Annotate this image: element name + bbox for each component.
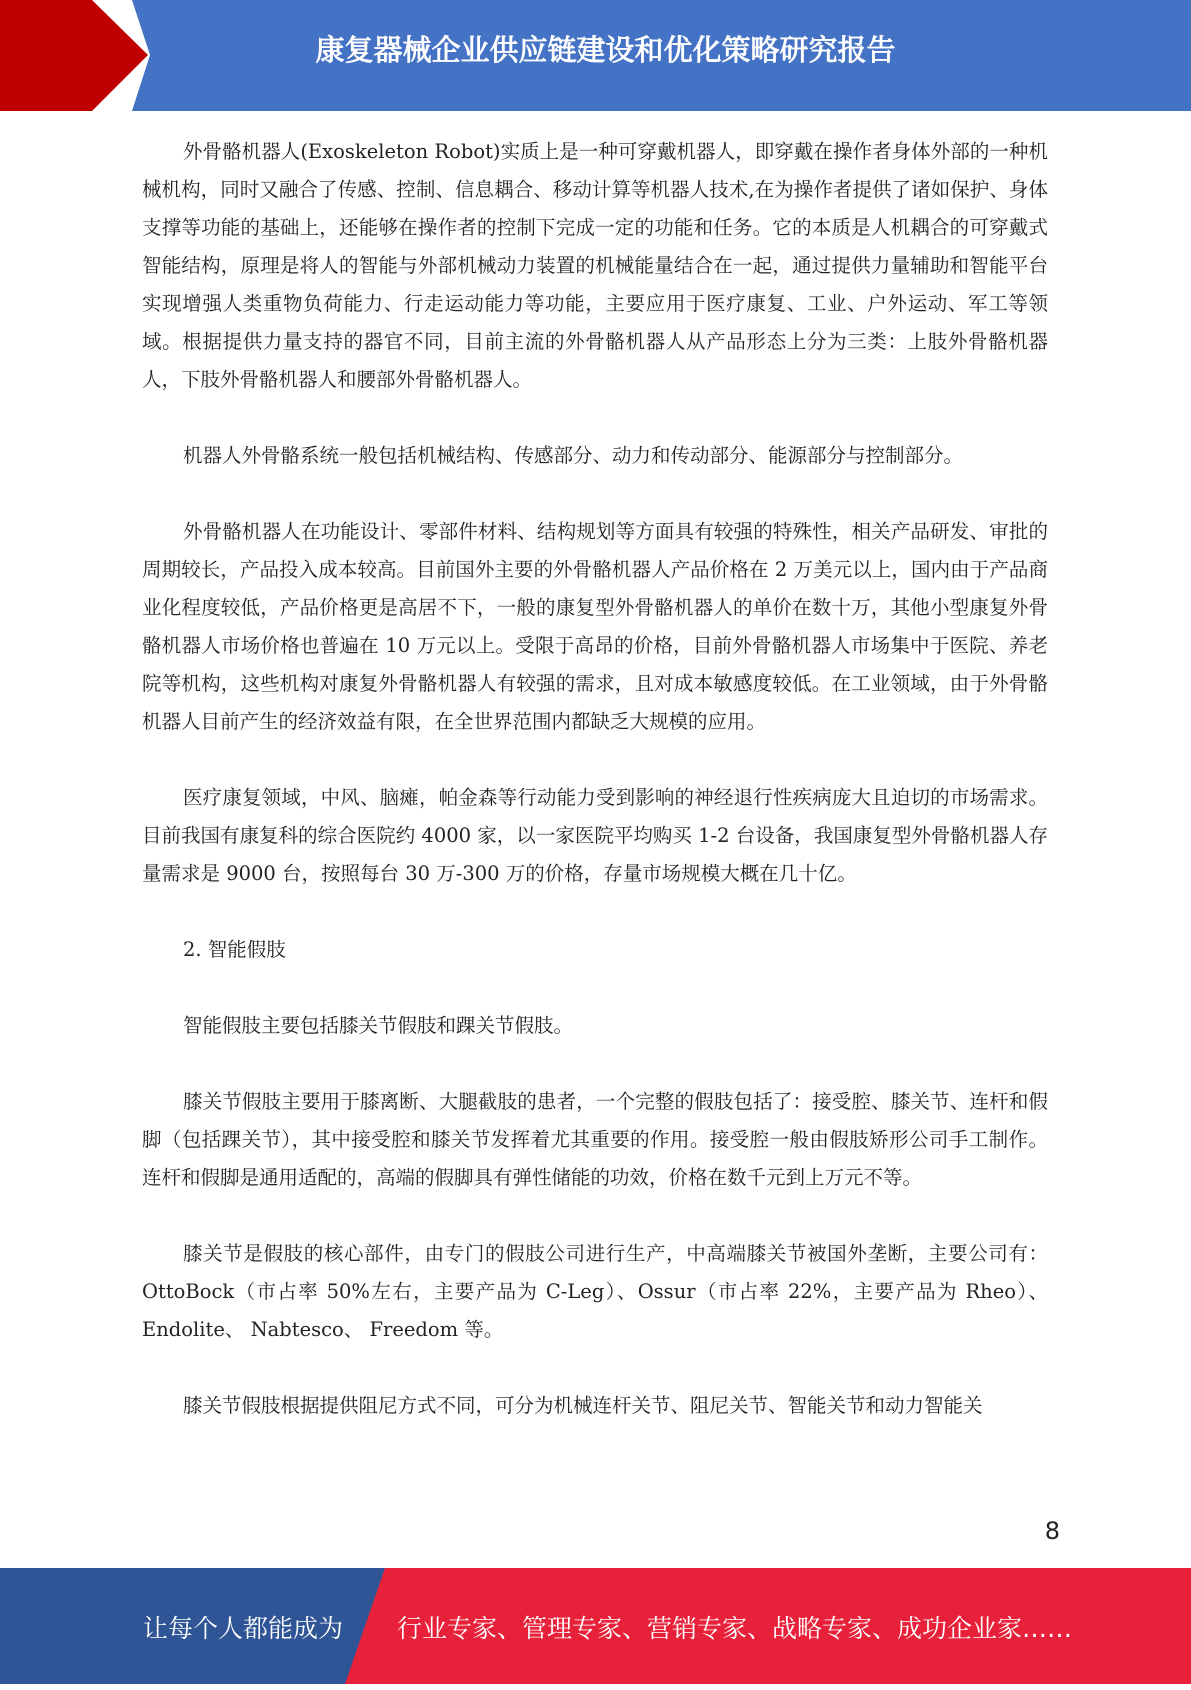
- body-content: [142, 133, 1048, 1463]
- paragraph-knee-joint-companies: 膝关节是假肢的核心部件，由专门的假肢公司进行生产，中高端膝关节被国外垄断，主要公司有：OttoBock（市占率 50%左右，主要产品为 C-Leg）、Ossur（市占率 22%，主要产品为 Rheo）、Endolite、 Nabtesco、 Freedom 等。: [142, 1242, 1048, 1341]
- paragraph-knee-prosthesis: 膝关节假肢主要用于膝离断、大腿截肢的患者，一个完整的假肢包括了：接受腔、膝关节、连杆和假脚（包括踝关节），其中接受腔和膝关节发挥着尤其重要的作用。接受腔一般由假肢矫形公司手工制作。连杆和假脚是通用适配的，高端的假脚具有弹性储能的功效，价格在数千元到上万元不等。: [142, 1090, 1048, 1189]
- paragraph-knee-joint-damping: 膝关节假肢根据提供阻尼方式不同，可分为机械连杆关节、阻尼关节、智能关节和动力智能关: [183, 1394, 983, 1417]
- page-footer: [0, 1568, 1191, 1684]
- paragraph-prosthesis-types: 智能假肢主要包括膝关节假肢和踝关节假肢。: [183, 1014, 574, 1037]
- footer-slogan-right: 行业专家、管理专家、营销专家、战略专家、成功企业家……: [397, 1614, 1073, 1643]
- footer-slogan-left: 让每个人都能成为: [143, 1614, 344, 1643]
- paragraph-exoskeleton-intro: 外骨骼机器人(Exoskeleton Robot)实质上是一种可穿戴机器人，即穿戴在操作者身体外部的一种机械机构，同时又融合了传感、控制、信息耦合、移动计算等机器人技术,在为操作者提供了诸如保护、身体支撑等功能的基础上，还能够在操作者的控制下完成一定的功能和任务。它的本质是人机耦合的可穿戴式智能结构，原理是将人的智能与外部机械动力装置的机械能量结合在一起，通过提供力量辅助和智能平台实现增强人类重物负荷能力、行走运动能力等功能，主要应用于医疗康复、工业、户外运动、军工等领域。根据提供力量支持的器官不同，目前主流的外骨骼机器人从产品形态上分为三类：上肢外骨骼机器人，下肢外骨骼机器人和腰部外骨骼机器人。: [142, 140, 1048, 391]
- paragraph-exoskeleton-system: 机器人外骨骼系统一般包括机械结构、传感部分、动力和传动部分、能源部分与控制部分。: [183, 444, 964, 467]
- paragraph-rehab-demand: 医疗康复领域，中风、脑瘫，帕金森等行动能力受到影响的神经退行性疾病庞大且迫切的市场需求。目前我国有康复科的综合医院约 4000 家，以一家医院平均购买 1-2 台设备，我国康复型外骨骼机器人存量需求是 9000 台，按照每台 30 万-300 万的价格，存量市场规模大概在几十亿。: [142, 786, 1048, 885]
- page-number: 8: [1044, 1517, 1060, 1545]
- section-heading-smart-prosthesis: 2. 智能假肢: [183, 938, 286, 961]
- paragraph-exoskeleton-market: 外骨骼机器人在功能设计、零部件材料、结构规划等方面具有较强的特殊性，相关产品研发、审批的周期较长，产品投入成本较高。目前国外主要的外骨骼机器人产品价格在 2 万美元以上，国内由于产品商业化程度较低，产品价格更是高居不下，一般的康复型外骨骼机器人的单价在数十万，其他小型康复外骨骼机器人市场价格也普遍在 10 万元以上。受限于高昂的价格，目前外骨骼机器人市场集中于医院、养老院等机构，这些机构对康复外骨骼机器人有较强的需求，且对成本敏感度较低。在工业领域，由于外骨骼机器人目前产生的经济效益有限，在全世界范围内都缺乏大规模的应用。: [142, 520, 1048, 733]
- page-header: [0, 0, 1191, 111]
- document-title: 康复器械企业供应链建设和优化策略研究报告: [315, 33, 896, 67]
